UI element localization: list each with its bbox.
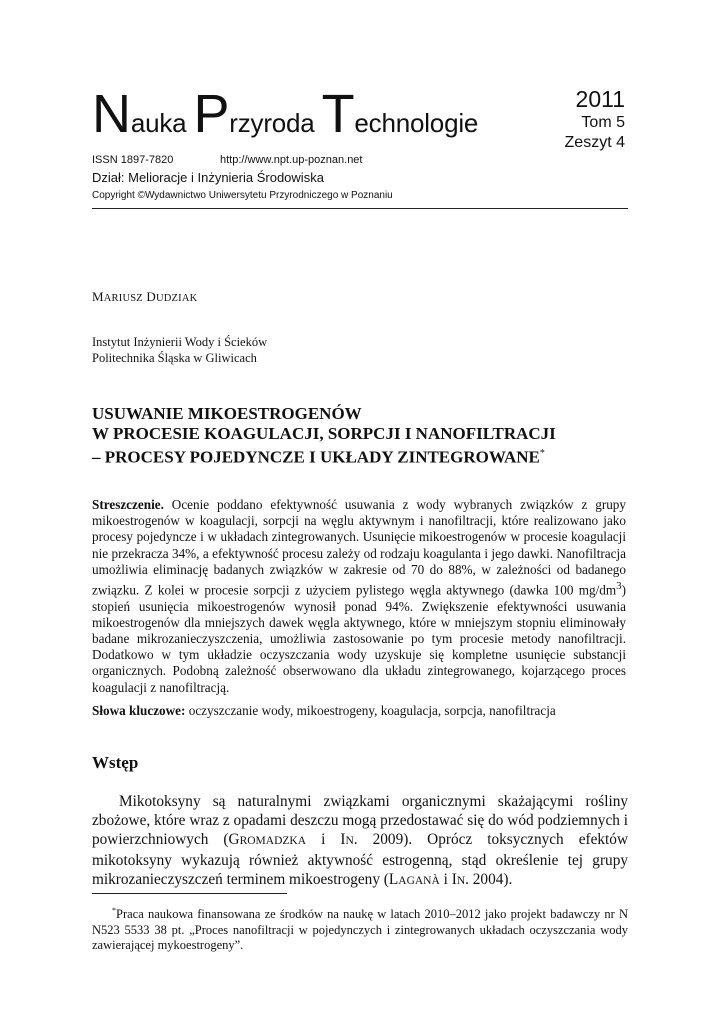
issue-number: Zeszyt 4 — [564, 134, 625, 151]
title-line-text: – PROCESY POJEDYNCZE I UKŁADY ZINTEGROWANE — [92, 447, 540, 467]
paragraph-text: Mikotoksyny są naturalnymi związkami organicznymi skażającymi rośliny zbożowe, które wraz z opadami deszczu mogą przedostawać się do wód podziemnych i powierzchniowych ( — [92, 793, 628, 848]
title-line: USUWANIE MIKOESTROGENÓW — [92, 404, 362, 423]
journal-title-word: echnologie — [354, 108, 479, 138]
author-initial: M — [92, 289, 104, 304]
paragraph-text: ). Oprócz toksycznych efektów mikotoksyny wykazują również aktywność estrogenną, stąd określenie tej grupy mikrozanieczyszczeń terminem mikoestrogeny ( — [92, 831, 628, 888]
citation[interactable] — [389, 871, 503, 888]
author-name — [92, 289, 197, 305]
abstract-text: Ocenie poddano efektywność usuwania z wody wybranych związków z grupy mikoestrogenów w koagulacji, sorpcji na węglu aktywnym i nanofiltracji, które realizowano jako procesy pojedyncze i w układach zintegrowanych. Usunięcie mikoestrogenów w procesie koagulacji nie przekracza 34%, a efektywność procesu zależy od rodzaju koagulanta i jego dawki. Nanofiltracja umożliwia eliminację badanych związków w zakresie od 70 do 88%, w zależności od badanego związku. Z kolei w procesie sorpcji z użyciem pylistego węgla aktywnego (dawka 100 mg/dm — [92, 497, 626, 598]
journal-title-initial: T — [321, 84, 355, 144]
journal-url: http://www.npt.up-poznan.net — [220, 154, 363, 166]
abstract-text: ) stopień usunięcia mikoestrogenów wynosił ponad 94%. Zwiększenie efektywności usuwania mikoestrogenów dla mniejszych dawek węgla aktywnego, które w mniejszym stopniu eliminowały badane mikrozanieczyszczenia, umożliwia zastosowanie po tym procesie metody nanofiltracji. Dodatkowo w tym układzie oczyszczania wody uzyskuje się kompletne usunięcie substancji organicznych. Podobną zależność obserwowano dla układu zintegrowanego, kojarzącego proces koagulacji z nanofiltracją. — [92, 582, 626, 695]
citation-smallcaps: ROMADZKA — [239, 835, 307, 847]
issue-year: 2011 — [575, 86, 625, 112]
citation-initial: L — [388, 871, 399, 888]
author-initial: D — [146, 289, 156, 304]
author-affiliation — [92, 334, 267, 366]
journal-title-word: auka — [130, 108, 187, 138]
issue-volume: Tom 5 — [581, 114, 625, 131]
title-line: W PROCESIE KOAGULACJI, SORPCJI I NANOFILTRACJI — [92, 424, 556, 443]
footnote-divider — [92, 893, 287, 894]
journal-section: Dział: Melioracje i Inżynieria Środowiska — [92, 170, 324, 185]
article-title — [92, 404, 632, 468]
author-smallcaps: UDZIAK — [155, 293, 198, 304]
citation-smallcaps: N — [456, 875, 466, 887]
affiliation-line: Politechnika Śląska w Gliwicach — [92, 351, 257, 365]
citation-initial: I — [340, 831, 346, 848]
journal-title — [92, 84, 478, 153]
title-line — [92, 444, 632, 468]
citation-and: i — [306, 831, 341, 848]
citation-initial: I — [451, 871, 457, 888]
footnote — [92, 903, 628, 954]
copyright-notice: Copyright ©Wydawnictwo Uniwersytetu Przyrodniczego w Poznaniu — [92, 190, 393, 201]
citation-smallcaps: N — [345, 835, 354, 847]
footnote-marker: * — [112, 906, 116, 915]
intro-paragraph — [92, 792, 628, 891]
citation-and: i — [439, 871, 452, 888]
keywords-label: Słowa kluczowe: — [92, 703, 186, 718]
citation-year: . 2009 — [353, 831, 404, 848]
journal-header — [92, 84, 628, 210]
paragraph-text: ). — [503, 871, 513, 888]
footnote-marker[interactable]: * — [539, 448, 545, 459]
superscript: 3 — [616, 580, 622, 593]
journal-title-initial: P — [193, 84, 230, 144]
affiliation-line: Instytut Inżynierii Wody i Ścieków — [92, 335, 268, 349]
keywords — [92, 703, 626, 719]
abstract-label: Streszczenie. — [92, 497, 164, 512]
citation-initial: G — [228, 831, 240, 848]
citation-year: . 2004 — [465, 871, 504, 888]
citation[interactable] — [229, 831, 404, 848]
section-heading: Wstęp — [92, 753, 139, 772]
issn: ISSN 1897-7820 — [92, 154, 174, 166]
citation-smallcaps: AGANÀ — [398, 875, 440, 887]
header-divider — [92, 208, 628, 209]
keywords-text: oczyszczanie wody, mikoestrogeny, koagulacja, sorpcja, nanofiltracja — [185, 703, 556, 718]
journal-title-initial: N — [92, 84, 131, 144]
author-smallcaps: ARIUSZ — [103, 293, 143, 304]
abstract — [92, 497, 626, 696]
journal-title-word: rzyroda — [229, 108, 315, 138]
footnote-text: Praca naukowa finansowana ze środków na naukę w latach 2010–2012 jako projekt badawczy nr N N523 5533 38 pt. „Proces nanofiltracji w pojedynczych i zintegrowanych układach oczyszczania wody zawierającej mykoestrogeny”. — [92, 907, 628, 953]
